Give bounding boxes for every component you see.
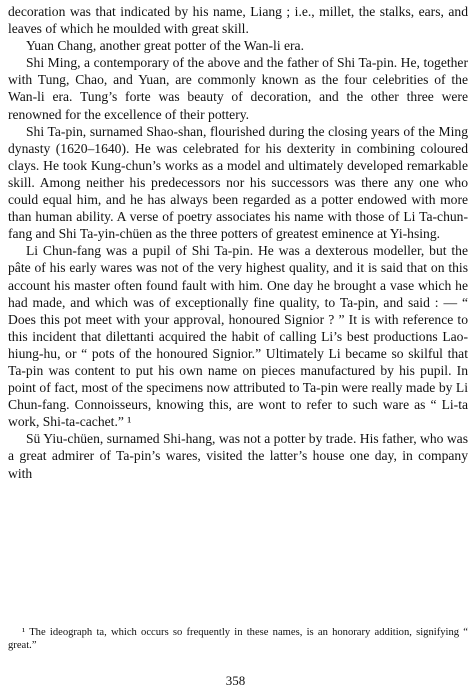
paragraph: decoration was that indicated by his name, Liang ; i.e., millet, the stalks, ears, and leaves of which he moulded with great skill. xyxy=(8,4,468,37)
body-text xyxy=(8,3,468,482)
page-number: 358 xyxy=(225,673,246,688)
paragraph: Li Chun-fang was a pupil of Shi Ta-pin. He was a dexterous modeller, but the pâte of his early wares was not of the very highest quality, and it is said that on this account his master often found fault with him. One day he brought a vase which he had made, and which was of exceptionally fine quality, to Ta-pin, and said : — “ Does this pot meet with your approval, honoured Signior ? ” It is with reference to this incident that dilettanti acquired the habit of calling Li’s best productions Lao-hiung-hu, or “ pots of the honoured Signior.” Ultimately Li became so skilful that Ta-pin was content to put his own name on pieces manufactured by his pupil. In point of fact, most of the specimens now attributed to Ta-pin were really made by Li Chun-fang. Connoisseurs, knowing this, are wont to refer to such ware as “ Li-ta work, Shi-ta-cachet.” ¹ xyxy=(8,243,468,430)
paragraph: Sü Yiu-chüen, surnamed Shi-hang, was not a potter by trade. His father, who was a great admirer of Ta-pin’s wares, visited the latter’s house one day, in company with xyxy=(8,431,468,481)
paragraph: Shi Ming, a contemporary of the above and the father of Shi Ta-pin. He, together with Tung, Chao, and Yuan, are commonly known as the four celebrities of the Wan-li era. Tung’s forte was beauty of decoration, and the other three were renowned for the excellence of their pottery. xyxy=(8,55,468,122)
footnote: ¹ The ideograph ta, which occurs so frequently in these names, is an honorary addition, signifying “ great.” xyxy=(8,627,468,651)
paragraph: Yuan Chang, another great potter of the Wan-li era. xyxy=(26,38,304,54)
paragraph: Shi Ta-pin, surnamed Shao-shan, flourished during the closing years of the Ming dynasty (1620–1640). He was celebrated for his dexterity in combining coloured clays. He took Kung-chun’s works as a model and ultimately developed remarkable skill. Among neither his predecessors nor his successors was there any one who could equal him, and he has always been regarded as a potter endowed with more than human ability. A verse of poetry associates his name with those of Li Ta-chun-fang and Shi Ta-yin-chüen as the three potters of greatest eminence at Yi-hsing. xyxy=(8,123,468,242)
footnote-area xyxy=(8,626,468,652)
